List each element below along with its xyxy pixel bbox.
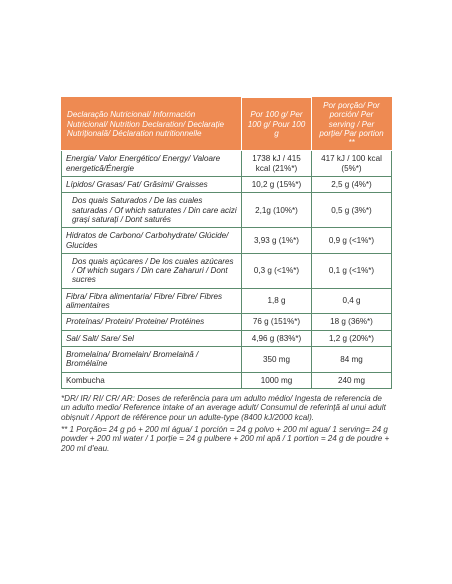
row-label-fat: Lípidos/ Grasas/ Fat/ Grăsimi/ Graisses	[62, 177, 242, 193]
row-label-protein: Proteínas/ Protein/ Proteine/ Protéines	[62, 314, 242, 330]
row-label-kombucha: Kombucha	[62, 372, 242, 388]
row-value-per100: 76 g (151%*)	[242, 314, 312, 330]
row-label-energy: Energia/ Valor Energético/ Energy/ Valoare energetică/Énergie	[62, 151, 242, 177]
row-value-serving: 0,9 g (<1%*)	[312, 228, 392, 254]
row-value-serving: 0,5 g (3%*)	[312, 193, 392, 228]
row-label-fibre: Fibra/ Fibra alimentaria/ Fibre/ Fibre/ Fibres alimentaires	[62, 288, 242, 314]
table-row	[62, 330, 392, 346]
row-value-per100: 0,3 g (<1%*)	[242, 253, 312, 288]
table-row	[62, 228, 392, 254]
row-value-per100: 1,8 g	[242, 288, 312, 314]
table-row	[62, 288, 392, 314]
table-header-row	[62, 98, 392, 151]
table-row	[62, 151, 392, 177]
nutrition-label	[61, 97, 391, 455]
table-row	[62, 372, 392, 388]
row-value-serving: 1,2 g (20%*)	[312, 330, 392, 346]
header-per-100g: Por 100 g/ Per 100 g/ Pour 100 g	[242, 98, 312, 151]
row-value-serving: 0,1 g (<1%*)	[312, 253, 392, 288]
table-row	[62, 253, 392, 288]
row-value-serving: 417 kJ / 100 kcal (5%*)	[312, 151, 392, 177]
row-value-per100: 2,1g (10%*)	[242, 193, 312, 228]
table-row	[62, 346, 392, 372]
row-label-sugars: Dos quais açúcares / De los cuales azúcares / Of which sugars / Din care Zaharuri / Dont sucres	[62, 253, 242, 288]
table-row	[62, 193, 392, 228]
row-label-carbohydrate: Hidratos de Carbono/ Carbohydrate/ Glúcide/ Glucides	[62, 228, 242, 254]
row-value-per100: 1000 mg	[242, 372, 312, 388]
row-value-serving: 240 mg	[312, 372, 392, 388]
row-value-per100: 10,2 g (15%*)	[242, 177, 312, 193]
row-value-serving: 84 mg	[312, 346, 392, 372]
header-per-serving: Por porção/ Por porción/ Per serving / Per porție/ Par portion **	[312, 98, 392, 151]
row-value-per100: 350 mg	[242, 346, 312, 372]
row-label-bromelain: Bromelaína/ Bromelain/ Bromelaină / Bromélaïne	[62, 346, 242, 372]
row-value-serving: 0,4 g	[312, 288, 392, 314]
reference-intake-note: *DR/ IR/ RI/ CR/ AR: Doses de referência para um adulto médio/ Ingesta de referencia de un adulto medio/ Reference intake of an average adult/ Consumul de referință al unui adult obișnuit / Apport de référence pour un adulte-type (8400 kJ/2000 kcal).	[61, 393, 386, 423]
footnotes	[61, 394, 391, 454]
table-row	[62, 314, 392, 330]
row-value-serving: 2,5 g (4%*)	[312, 177, 392, 193]
header-nutrition-declaration: Declaração Nutricional/ Información Nutricional/ Nutrition Declaration/ Declarație Nutrițională/ Déclaration nutritionnelle	[62, 98, 242, 151]
row-value-serving: 18 g (36%*)	[312, 314, 392, 330]
row-label-salt: Sal/ Salt/ Sare/ Sel	[62, 330, 242, 346]
row-value-per100: 4,96 g (83%*)	[242, 330, 312, 346]
row-value-per100: 1738 kJ / 415 kcal (21%*)	[242, 151, 312, 177]
row-label-saturates: Dos quais Saturados / De las cuales saturadas / Of which saturates / Din care acizi grași saturați / Dont saturés	[62, 193, 242, 228]
nutrition-table	[61, 97, 392, 389]
table-row	[62, 177, 392, 193]
portion-note: ** 1 Porção= 24 g pó + 200 ml água/ 1 porción = 24 g polvo + 200 ml agua/ 1 serving= 24 g powder + 200 ml water / 1 porție = 24 g pulbere + 200 ml apă / 1 portion = 24 g de poudre + 200 ml d'eau.	[61, 424, 390, 453]
row-value-per100: 3,93 g (1%*)	[242, 228, 312, 254]
